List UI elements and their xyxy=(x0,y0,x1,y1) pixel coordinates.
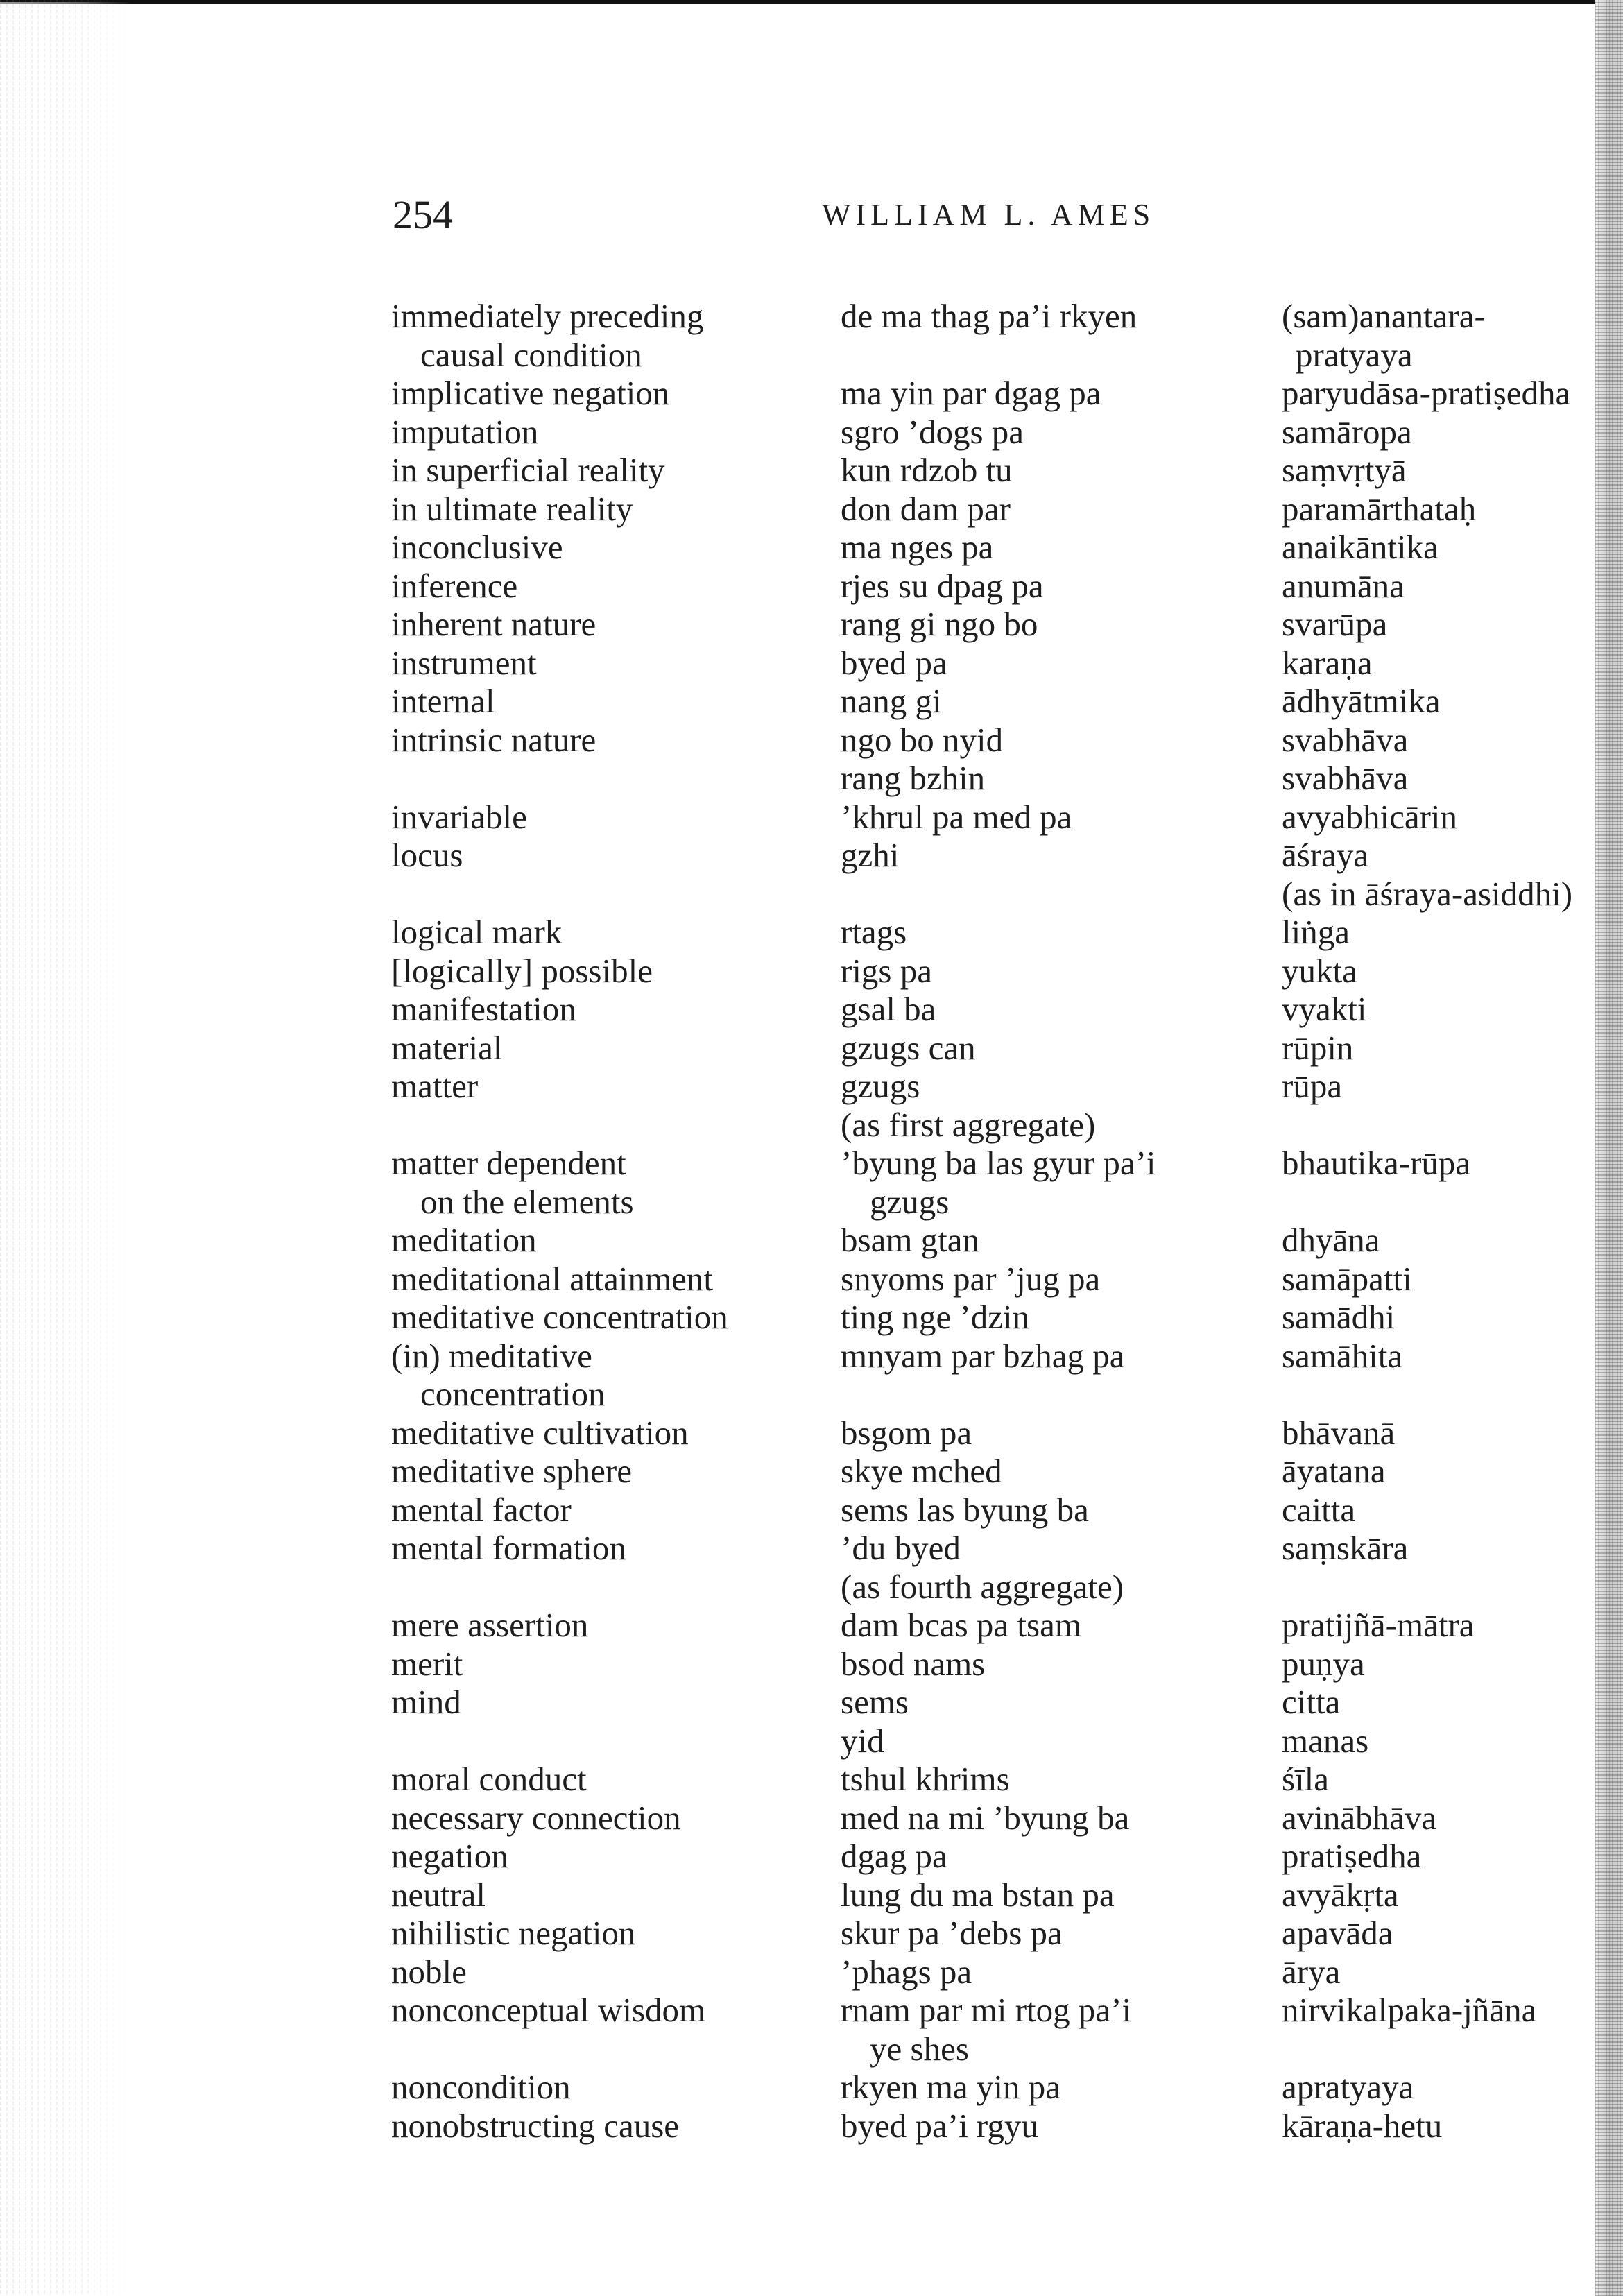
glossary-line xyxy=(0,836,1623,875)
glossary-line xyxy=(0,1837,1623,1876)
english-term: matter dependent xyxy=(391,1144,626,1182)
english-term: in superficial reality xyxy=(391,451,665,489)
tibetan-term-continued: ye shes xyxy=(870,2029,969,2068)
tibetan-term: sems xyxy=(841,1683,909,1721)
tibetan-term: ’khrul pa med pa xyxy=(841,797,1072,836)
glossary-line xyxy=(0,952,1623,991)
sanskrit-term: ādhyātmika xyxy=(1282,682,1441,720)
glossary-line xyxy=(0,1029,1623,1068)
tibetan-term: bsod nams xyxy=(841,1644,986,1683)
glossary-line xyxy=(0,1491,1623,1530)
glossary-line xyxy=(0,605,1623,644)
sanskrit-term: samāhita xyxy=(1282,1336,1403,1375)
tibetan-term: snyoms par ’jug pa xyxy=(841,1259,1101,1298)
tibetan-term: rnam par mi rtog pa’i xyxy=(841,1991,1132,2029)
english-term: mere assertion xyxy=(391,1606,589,1644)
glossary-line xyxy=(0,374,1623,413)
english-term: nonconceptual wisdom xyxy=(391,1991,706,2029)
glossary-line xyxy=(0,1529,1623,1568)
tibetan-term: (as fourth aggregate) xyxy=(841,1567,1124,1606)
tibetan-term: ’du byed xyxy=(841,1529,961,1567)
tibetan-term: ’phags pa xyxy=(841,1952,972,1991)
sanskrit-term: kāraṇa-hetu xyxy=(1282,2106,1443,2145)
sanskrit-term: nirvikalpaka-jñāna xyxy=(1282,1991,1537,2029)
sanskrit-term: bhāvanā xyxy=(1282,1413,1396,1452)
english-term: logical mark xyxy=(391,913,563,951)
sanskrit-term: karaṇa xyxy=(1282,643,1373,682)
sanskrit-term: (as in āśraya-asiddhi) xyxy=(1282,874,1573,913)
english-term-continued: concentration xyxy=(420,1375,606,1413)
glossary xyxy=(0,297,1623,2145)
tibetan-term: rjes su dpag pa xyxy=(841,566,1044,605)
english-term: mind xyxy=(391,1683,461,1721)
tibetan-term: ’byung ba las gyur pa’i xyxy=(841,1144,1156,1182)
english-term: necessary connection xyxy=(391,1798,681,1837)
tibetan-term: dam bcas pa tsam xyxy=(841,1606,1081,1644)
english-term: nihilistic negation xyxy=(391,1914,636,1952)
glossary-line xyxy=(0,1760,1623,1799)
english-term: implicative negation xyxy=(391,374,670,412)
sanskrit-term: anumāna xyxy=(1282,566,1405,605)
glossary-line xyxy=(0,875,1623,914)
tibetan-term: (as first aggregate) xyxy=(841,1105,1096,1144)
glossary-line xyxy=(0,490,1623,529)
english-term: mental formation xyxy=(391,1529,626,1567)
glossary-line xyxy=(0,1183,1623,1222)
english-term: nonobstructing cause xyxy=(391,2106,680,2145)
tibetan-term: de ma thag pa’i rkyen xyxy=(841,297,1137,335)
sanskrit-term: samāpatti xyxy=(1282,1259,1412,1298)
english-term: inconclusive xyxy=(391,528,563,566)
sanskrit-term: manas xyxy=(1282,1721,1369,1760)
sanskrit-term: liṅga xyxy=(1282,913,1350,951)
sanskrit-term: ārya xyxy=(1282,1952,1341,1991)
glossary-line xyxy=(0,1260,1623,1299)
glossary-line xyxy=(0,1953,1623,1991)
glossary-line xyxy=(0,1568,1623,1607)
sanskrit-term: pratiṣedha xyxy=(1282,1837,1422,1875)
tibetan-term-continued: gzugs xyxy=(870,1182,950,1221)
glossary-line xyxy=(0,1606,1623,1645)
sanskrit-term: puṇya xyxy=(1282,1644,1365,1683)
glossary-line xyxy=(0,2107,1623,2145)
glossary-line xyxy=(0,1876,1623,1914)
english-term: inference xyxy=(391,566,518,605)
glossary-line xyxy=(0,1452,1623,1491)
glossary-line xyxy=(0,1414,1623,1453)
tibetan-term: dgag pa xyxy=(841,1837,947,1875)
tibetan-term: tshul khrims xyxy=(841,1760,1010,1798)
english-term-continued: causal condition xyxy=(420,335,642,374)
sanskrit-term: samāropa xyxy=(1282,412,1412,451)
glossary-line xyxy=(0,567,1623,606)
english-term: instrument xyxy=(391,643,537,682)
tibetan-term: sems las byung ba xyxy=(841,1490,1089,1529)
glossary-line xyxy=(0,1106,1623,1145)
sanskrit-term: saṃvṛtyā xyxy=(1282,451,1407,489)
tibetan-term: lung du ma bstan pa xyxy=(841,1875,1115,1914)
tibetan-term: bsam gtan xyxy=(841,1221,980,1259)
english-term: matter xyxy=(391,1067,479,1105)
sanskrit-term: svarūpa xyxy=(1282,605,1388,643)
tibetan-term: ngo bo nyid xyxy=(841,720,1004,759)
sanskrit-term: paryudāsa-pratiṣedha xyxy=(1282,374,1571,412)
english-term: [logically] possible xyxy=(391,951,653,990)
english-term: immediately preceding xyxy=(391,297,704,335)
tibetan-term: rang gi ngo bo xyxy=(841,605,1038,643)
tibetan-term: bsgom pa xyxy=(841,1413,972,1452)
glossary-line xyxy=(0,413,1623,452)
sanskrit-term: anaikāntika xyxy=(1282,528,1439,566)
english-term: negation xyxy=(391,1837,508,1875)
tibetan-term: gzugs xyxy=(841,1067,920,1105)
sanskrit-term: śīla xyxy=(1282,1760,1330,1798)
glossary-line xyxy=(0,682,1623,721)
glossary-line xyxy=(0,1683,1623,1722)
english-term: mental factor xyxy=(391,1490,572,1529)
english-term: manifestation xyxy=(391,990,576,1028)
sanskrit-term: āyatana xyxy=(1282,1452,1386,1490)
tibetan-term: don dam par xyxy=(841,489,1011,528)
english-term: locus xyxy=(391,836,463,874)
glossary-line xyxy=(0,336,1623,375)
english-term: intrinsic nature xyxy=(391,720,596,759)
glossary-line xyxy=(0,451,1623,490)
english-term: merit xyxy=(391,1644,463,1683)
tibetan-term: gzugs can xyxy=(841,1028,976,1067)
tibetan-term: skye mched xyxy=(841,1452,1002,1490)
glossary-line xyxy=(0,1645,1623,1684)
tibetan-term: sgro ’dogs pa xyxy=(841,412,1024,451)
tibetan-term: nang gi xyxy=(841,682,942,720)
glossary-line xyxy=(0,913,1623,952)
sanskrit-term: pratijñā-mātra xyxy=(1282,1606,1475,1644)
tibetan-term: mnyam par bzhag pa xyxy=(841,1336,1125,1375)
tibetan-term: byed pa xyxy=(841,643,947,682)
tibetan-term: rigs pa xyxy=(841,951,932,990)
sanskrit-term: citta xyxy=(1282,1683,1341,1721)
glossary-line xyxy=(0,1799,1623,1837)
glossary-line xyxy=(0,798,1623,837)
english-term-continued: on the elements xyxy=(420,1182,634,1221)
glossary-line xyxy=(0,1337,1623,1376)
sanskrit-term: rūpin xyxy=(1282,1028,1354,1067)
glossary-line xyxy=(0,759,1623,798)
tibetan-term: med na mi ’byung ba xyxy=(841,1798,1130,1837)
glossary-line xyxy=(0,721,1623,760)
english-term: internal xyxy=(391,682,495,720)
sanskrit-term: saṃskāra xyxy=(1282,1529,1409,1567)
english-term: material xyxy=(391,1028,503,1067)
tibetan-term: rkyen ma yin pa xyxy=(841,2068,1061,2106)
tibetan-term: kun rdzob tu xyxy=(841,451,1013,489)
english-term: neutral xyxy=(391,1875,486,1914)
sanskrit-term: caitta xyxy=(1282,1490,1356,1529)
english-term: inherent nature xyxy=(391,605,596,643)
tibetan-term: rang bzhin xyxy=(841,759,986,797)
sanskrit-term: avinābhāva xyxy=(1282,1798,1437,1837)
sanskrit-term: rūpa xyxy=(1282,1067,1343,1105)
english-term: moral conduct xyxy=(391,1760,587,1798)
tibetan-term: byed pa’i rgyu xyxy=(841,2106,1038,2145)
tibetan-term: ma nges pa xyxy=(841,528,994,566)
english-term: meditative sphere xyxy=(391,1452,632,1490)
sanskrit-term: āśraya xyxy=(1282,836,1369,874)
english-term: meditative concentration xyxy=(391,1298,728,1336)
scan-top-rule xyxy=(0,0,1599,4)
tibetan-term: ting nge ’dzin xyxy=(841,1298,1030,1336)
glossary-line xyxy=(0,1914,1623,1953)
glossary-line xyxy=(0,528,1623,567)
tibetan-term: rtags xyxy=(841,913,907,951)
glossary-line xyxy=(0,297,1623,336)
glossary-line xyxy=(0,2068,1623,2107)
sanskrit-term: apratyaya xyxy=(1282,2068,1414,2106)
sanskrit-term: apavāda xyxy=(1282,1914,1393,1952)
sanskrit-term: avyākṛta xyxy=(1282,1875,1399,1914)
glossary-line xyxy=(0,1067,1623,1106)
tibetan-term: gsal ba xyxy=(841,990,936,1028)
english-term: meditation xyxy=(391,1221,537,1259)
english-term: imputation xyxy=(391,412,539,451)
glossary-line xyxy=(0,1298,1623,1337)
sanskrit-term: (sam)anantara- xyxy=(1282,297,1486,335)
english-term: noble xyxy=(391,1952,467,1991)
glossary-line xyxy=(0,1991,1623,2030)
glossary-line xyxy=(0,1375,1623,1414)
sanskrit-term: paramārthataḥ xyxy=(1282,489,1477,528)
sanskrit-term: dhyāna xyxy=(1282,1221,1380,1259)
english-term: meditational attainment xyxy=(391,1259,713,1298)
glossary-line xyxy=(0,1722,1623,1760)
english-term: meditative cultivation xyxy=(391,1413,689,1452)
english-term: invariable xyxy=(391,797,527,836)
sanskrit-term: yukta xyxy=(1282,951,1357,990)
sanskrit-term: vyakti xyxy=(1282,990,1367,1028)
glossary-line xyxy=(0,990,1623,1029)
sanskrit-term: samādhi xyxy=(1282,1298,1396,1336)
page-number: 254 xyxy=(393,192,453,237)
english-term: in ultimate reality xyxy=(391,489,633,528)
tibetan-term: gzhi xyxy=(841,836,900,874)
glossary-line xyxy=(0,1144,1623,1183)
tibetan-term: skur pa ’debs pa xyxy=(841,1914,1063,1952)
running-head: WILLIAM L. AMES xyxy=(822,198,1156,232)
glossary-line xyxy=(0,644,1623,683)
glossary-line xyxy=(0,1221,1623,1260)
sanskrit-term: avyabhicārin xyxy=(1282,797,1458,836)
sanskrit-term: svabhāva xyxy=(1282,720,1409,759)
sanskrit-term: bhautika-rūpa xyxy=(1282,1144,1471,1182)
tibetan-term: yid xyxy=(841,1721,884,1760)
english-term: (in) meditative xyxy=(391,1336,592,1375)
tibetan-term: ma yin par dgag pa xyxy=(841,374,1101,412)
english-term: noncondition xyxy=(391,2068,571,2106)
sanskrit-term: svabhāva xyxy=(1282,759,1409,797)
glossary-line xyxy=(0,2030,1623,2068)
sanskrit-term-continued: pratyaya xyxy=(1296,335,1413,374)
